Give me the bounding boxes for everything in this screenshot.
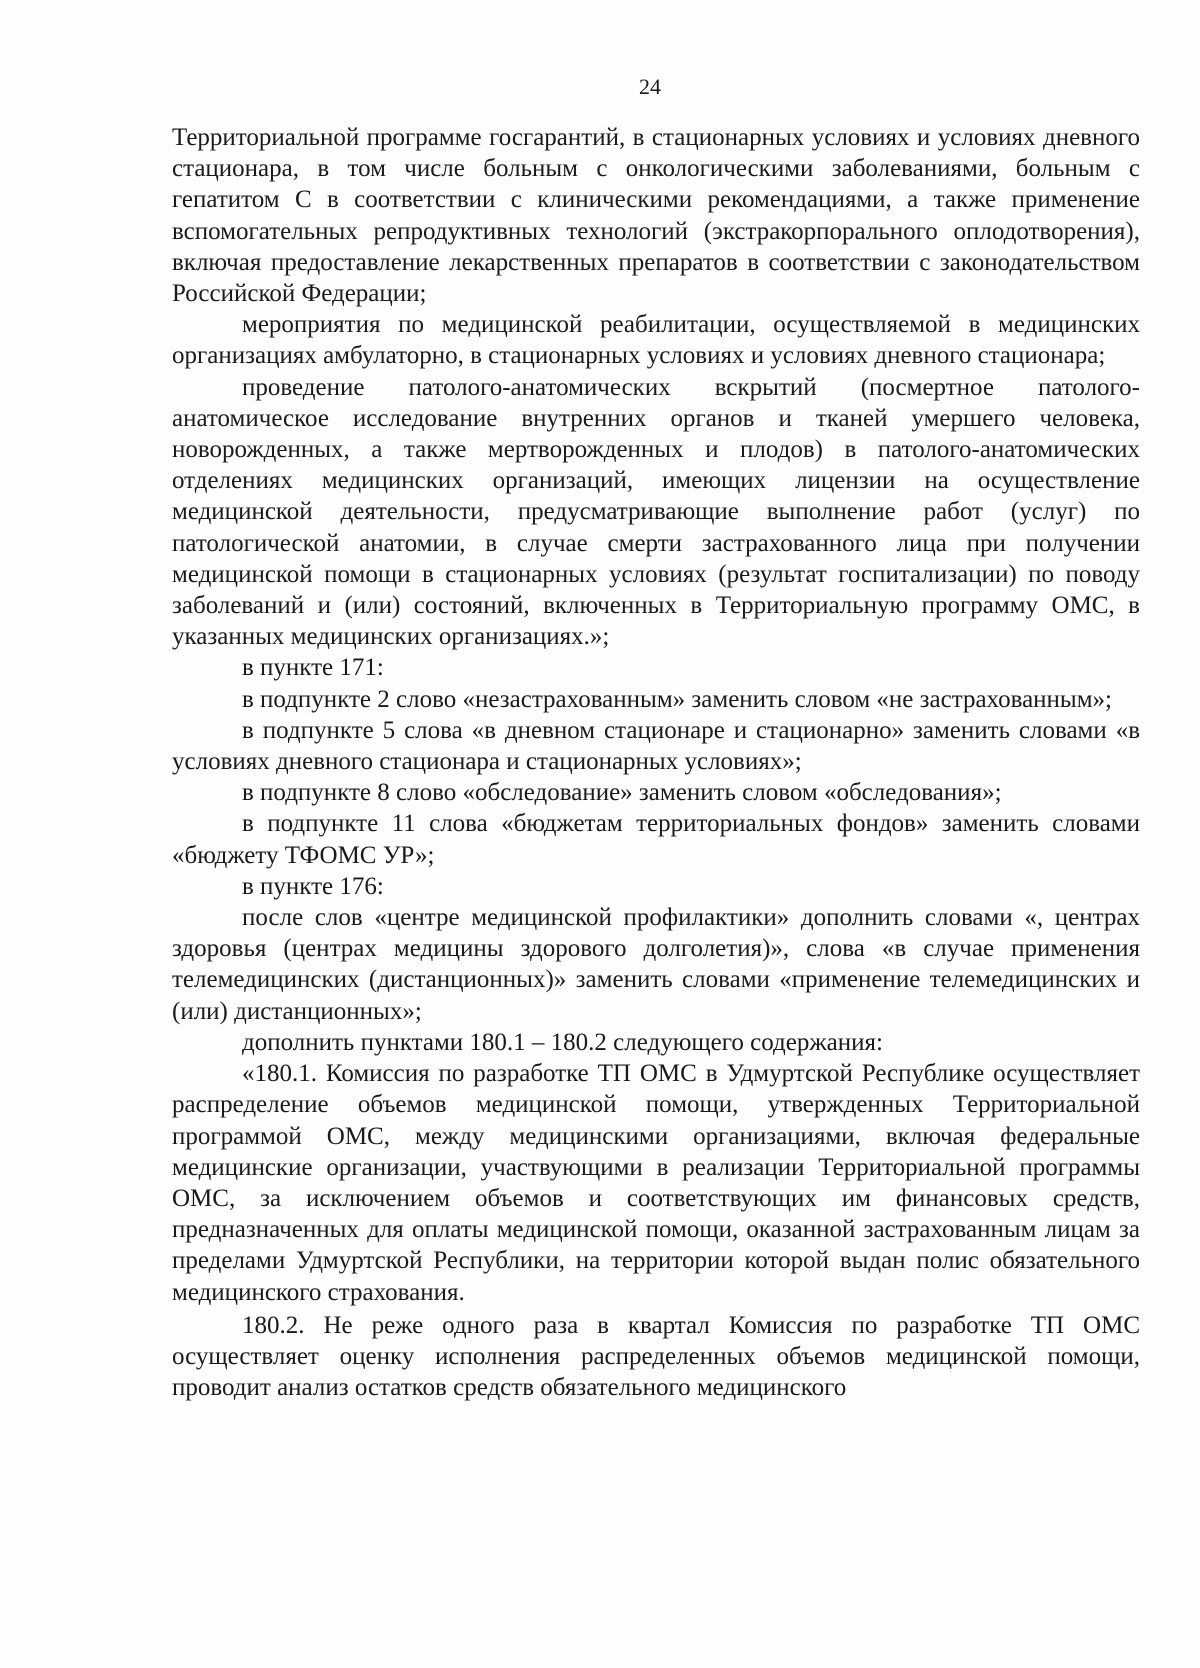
- page-number: 24: [639, 74, 661, 99]
- paragraph-subpoint-8: в подпункте 8 слово «обследование» заменить словом «обследования»;: [242, 779, 1002, 807]
- paragraph-rehabilitation: мероприятия по медицинской реабилитации, осуществляемой в медицинских организациях амбулаторно, в стационарных условиях и условиях дневного стационара;: [172, 311, 1140, 370]
- paragraph-point-176: в пункте 176:: [242, 872, 384, 900]
- paragraph-health-centers: после слов «центре медицинской профилактики» дополнить словами «, центрах здоровья (центрах медицины здорового долголетия)», слова «в случае применения телемедицинских (дистанционных)» заменить словами «применение телемедицинских и (или) дистанционных»;: [172, 904, 1140, 1025]
- paragraph-autopsy: проведение патолого-анатомических вскрытий (посмертное патолого-анатомическое исследование внутренних органов и тканей умершего человека, новорожденных, а также мертворожденных и плодов) в патолого-анатомических отделениях медицинских организаций, имеющих лицензии на осуществление медицинской деятельности, предусматривающие выполнение работ (услуг) по патологической анатомии, в случае смерти застрахованного лица при получении медицинской помощи в стационарных условиях (результат госпитализации) по поводу заболеваний и (или) состояний, включенных в Территориальную программу ОМС, в указанных медицинских организациях.»;: [172, 373, 1140, 651]
- paragraph-subpoint-5: в подпункте 5 слова «в дневном стационаре и стационарно» заменить словами «в условиях дневного стационара и стационарных условиях»;: [172, 716, 1140, 776]
- paragraph-continuation: Территориальной программе госгарантий, в стационарных условиях и условиях дневного стационара, в том числе больным с онкологическими заболеваниями, больным с гепатитом С в соответствии с клиническими рекомендациями, а также применение вспомогательных репродуктивных технологий (экстракорпорального оплодотворения), включая предоставление лекарственных препаратов в соответствии с законодательством Российской Федерации;: [172, 124, 1140, 308]
- paragraph-add-points: дополнить пунктами 180.1 – 180.2 следующего содержания:: [242, 1028, 883, 1056]
- document-body: [172, 122, 1140, 1403]
- paragraph-point-171: в пункте 171:: [242, 654, 384, 682]
- paragraph-180-1: «180.1. Комиссия по разработке ТП ОМС в Удмуртской Республике осуществляет распределение объемов медицинской помощи, утвержденных Территориальной программой ОМС, между медицинскими организациями, включая федеральные медицинские организации, участвующими в реализации Территориальной программы ОМС, за исключением объемов и соответствующих им финансовых средств, предназначенных для оплаты медицинской помощи, оказанной застрахованным лицам за пределами Удмуртской Республики, на территории которой выдан полис обязательного медицинского страхования.: [172, 1060, 1140, 1306]
- paragraph-subpoint-11: в подпункте 11 слова «бюджетам территориальных фондов» заменить словами «бюджету ТФОМС УР»;: [172, 810, 1140, 869]
- paragraph-subpoint-2: в подпункте 2 слово «незастрахованным» заменить словом «не застрахованным»;: [242, 685, 1112, 713]
- paragraph-180-2: 180.2. Не реже одного раза в квартал Комиссия по разработке ТП ОМС осуществляет оценку исполнения распределенных объемов медицинской помощи, проводит анализ остатков средств обязательного медицинского: [172, 1311, 1140, 1402]
